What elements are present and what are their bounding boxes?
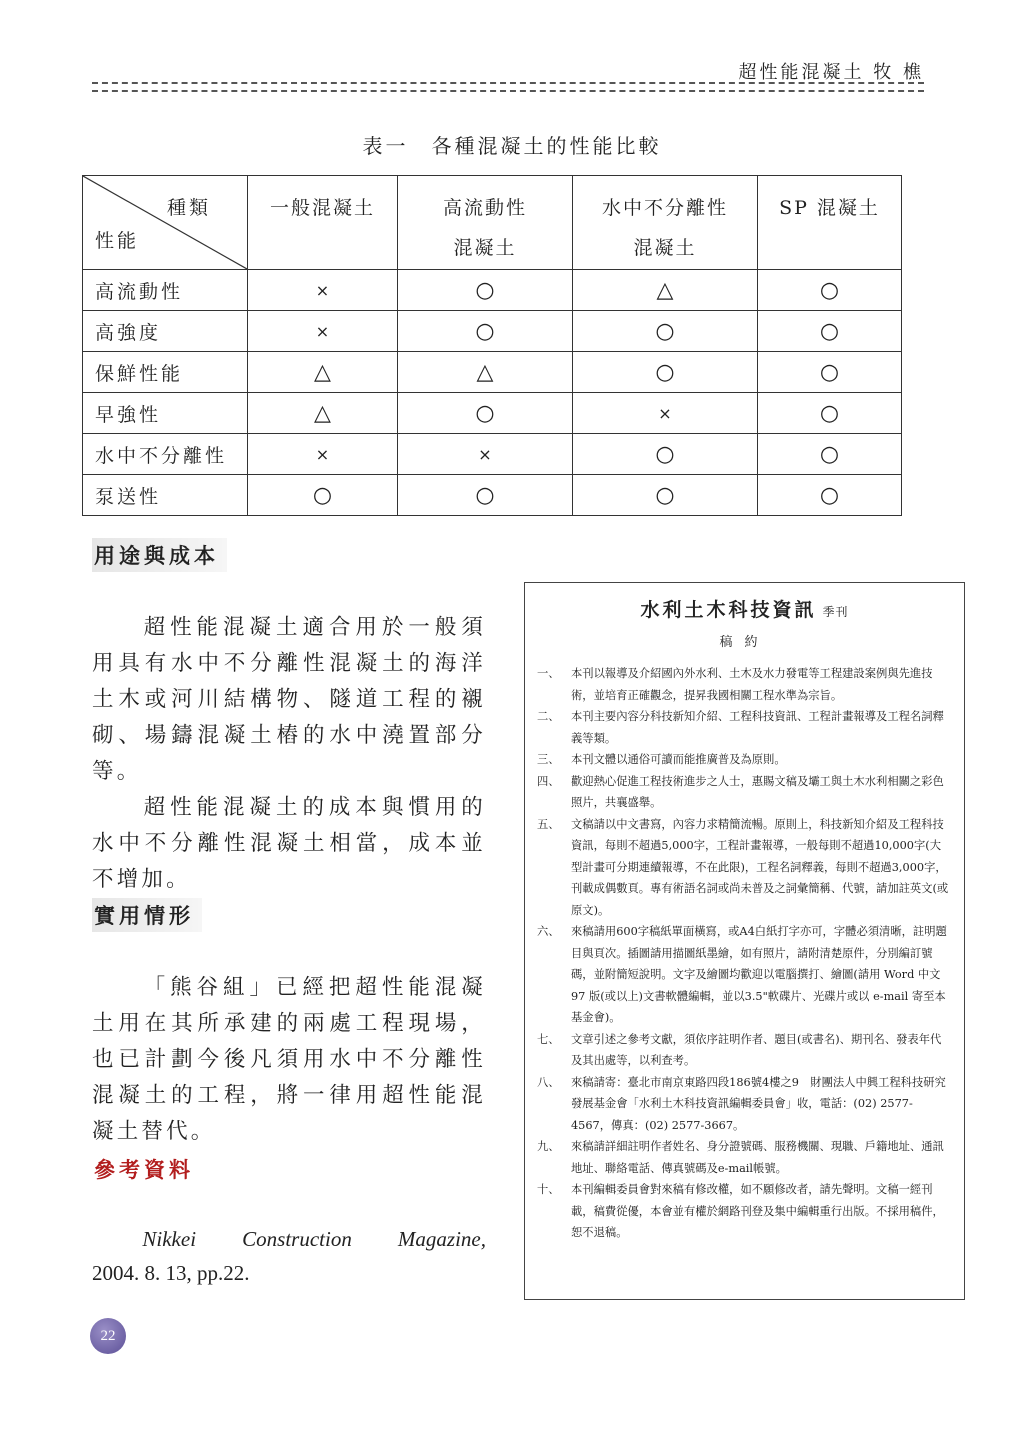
table-row [83, 434, 902, 475]
row-label: 高強度 [83, 311, 248, 352]
paragraph: 超性能混凝土適合用於一般須用具有水中不分離性混凝土的海洋土木或河川結構物、隧道工程的襯砌、場鑄混凝土樁的水中澆置部分等。 [92, 615, 486, 784]
circle-mark: ○ [475, 277, 495, 303]
cross-mark: × [315, 322, 330, 341]
row-label: 高流動性 [83, 270, 248, 311]
paragraph: 超性能混凝土的成本與慣用的水中不分離性混凝土相當，成本並不增加。 [92, 795, 486, 892]
guideline-text: 來稿請詳細註明作者姓名、身分證號碼、服務機關、現職、戶籍地址、通訊地址、聯絡電話、傳真號碼及e-mail帳號。 [571, 1140, 944, 1175]
guideline-number: 四、 [537, 774, 560, 788]
row-label: 水中不分離性 [83, 434, 248, 475]
table-row [83, 352, 902, 393]
circle-mark: ○ [655, 482, 675, 508]
rating-cell [573, 434, 758, 475]
guideline-text: 文稿請以中文書寫，內容力求精簡流暢。原則上，科技新知介紹及工程科技資訊，每則不超過5,000字，工程計畫報導，一般每則不超過10,000字(大型計畫可分期連續報導，不在此限)，工程名詞釋義，每則不超過3,000字，刊載成偶數頁。專有術語名詞或尚未普及之詞彙簡稱、代號，請加註英文(或原文)。 [571, 817, 949, 917]
rating-cell [573, 475, 758, 516]
guideline-number: 八、 [537, 1075, 560, 1089]
column-header: SP 混凝土 [758, 176, 902, 270]
circle-mark: ○ [819, 318, 840, 344]
guideline-item [537, 706, 950, 749]
guideline-text: 歡迎熱心促進工程技術進步之人士，惠賜文稿及壩工與土木水利相關之彩色照片，共襄盛舉。 [571, 774, 944, 809]
section-heading-references: 參考資料 [94, 1158, 194, 1182]
table-row [83, 311, 902, 352]
circle-mark: ○ [655, 441, 675, 467]
reference-source: Nikkei Construction Magazine, [142, 1227, 486, 1251]
rating-cell [758, 311, 902, 352]
circle-mark: ○ [655, 318, 675, 344]
practice-text [92, 970, 486, 1150]
section-heading-usage: 用途與成本 [92, 538, 227, 572]
triangle-mark: △ [476, 359, 494, 385]
row-label: 早強性 [83, 393, 248, 434]
rating-cell [248, 393, 398, 434]
rating-cell [573, 270, 758, 311]
running-header: 超性能混凝土 牧 樵 [738, 62, 924, 83]
rating-cell [573, 311, 758, 352]
box-title: 水利土木科技資訊 季刊 [640, 599, 849, 621]
header-divider [92, 82, 924, 92]
triangle-mark: △ [314, 359, 331, 385]
rating-cell [398, 475, 573, 516]
circle-mark: ○ [819, 400, 840, 426]
guideline-item [537, 921, 950, 1029]
circle-mark: ○ [312, 482, 333, 508]
guideline-number: 十、 [537, 1183, 560, 1196]
cross-mark: × [658, 404, 672, 423]
rating-cell [758, 434, 902, 475]
row-label: 保鮮性能 [83, 352, 248, 393]
circle-mark: ○ [819, 359, 840, 385]
guideline-text: 本刊文體以通俗可讀而能推廣普及為原則。 [571, 753, 786, 766]
circle-mark: ○ [475, 400, 495, 426]
cross-mark: × [315, 445, 330, 464]
guideline-item [537, 1029, 950, 1072]
guideline-number: 九、 [537, 1140, 560, 1153]
rating-cell [248, 475, 398, 516]
guideline-text: 本刊以報導及介紹國內外水利、土木及水力發電等工程建設案例與先進技術，並培育正確觀念，提昇我國相關工程水準為宗旨。 [571, 667, 933, 702]
guideline-item [537, 663, 950, 706]
guideline-number: 二、 [537, 710, 560, 723]
rating-cell [398, 311, 573, 352]
row-label: 泵送性 [83, 475, 248, 516]
guideline-text: 本刊主要內容分科技新知介紹、工程科技資訊、工程計畫報導及工程名詞釋義等類。 [571, 710, 944, 745]
rating-cell [573, 393, 758, 434]
cross-mark: × [315, 281, 330, 300]
guidelines-list [537, 663, 950, 1244]
rating-cell [248, 270, 398, 311]
guideline-item [537, 749, 950, 771]
guideline-item [537, 1179, 950, 1244]
rating-cell [758, 352, 902, 393]
rating-cell [758, 393, 902, 434]
circle-mark: ○ [819, 441, 840, 467]
guideline-item [537, 814, 950, 922]
rating-cell [398, 393, 573, 434]
rating-cell [248, 311, 398, 352]
cross-mark: × [478, 445, 492, 464]
rating-cell [248, 352, 398, 393]
triangle-mark: △ [656, 277, 674, 303]
guideline-text: 來稿請寄：臺北市南京東路四段186號4樓之9 財團法人中興工程科技研究發展基金會「水利土木科技資訊編輯委員會」收，電話：(02) 2577-4567，傳真：(02) 2577-3667。 [571, 1075, 946, 1132]
table-corner-cell [83, 176, 248, 270]
guideline-number: 六、 [537, 925, 560, 938]
guideline-number: 三、 [537, 753, 560, 766]
guideline-text: 來稿請用600字稿紙單面橫寫，或A4白紙打字亦可，字體必須清晰，註明題目與頁次。插圖請用描圖紙墨繪，如有照片，請附清楚原件，分別編訂號碼，並附簡短說明。文字及繪圖均歡迎以電腦撰打、繪圖(請用 Word 中文 97 版(或以上)文書軟體編輯，並以3.5"軟碟片、光碟片或以 e-mail 寄至本基金會)。 [571, 925, 947, 1024]
column-header: 一般混凝土 [248, 176, 398, 270]
guideline-text: 本刊編輯委員會對來稿有修改權，如不願修改者，請先聲明。文稿一經刊載，稿費從優，本會並有權於網路刊登及集中編輯重行出版。不採用稿件，恕不退稿。 [571, 1183, 944, 1239]
paragraph: 「熊谷組」已經把超性能混凝土用在其所承建的兩處工程現場，也已計劃今後凡須用水中不分離性混凝土的工程，將一律用超性能混凝土替代。 [92, 975, 486, 1144]
circle-mark: ○ [475, 482, 495, 508]
guideline-number: 一、 [537, 667, 560, 680]
corner-label-type: 種類 [166, 197, 211, 219]
table-row [83, 475, 902, 516]
submission-guidelines-box [524, 582, 965, 1300]
rating-cell [398, 270, 573, 311]
table-header-row [83, 176, 902, 270]
circle-mark: ○ [819, 482, 840, 508]
rating-cell [398, 352, 573, 393]
page-number-badge: 22 [90, 1318, 126, 1354]
guideline-text: 文章引述之參考文獻，須依序註明作者、題目(或書名)、期刊名、發表年代及其出處等，以利查考。 [571, 1032, 942, 1067]
circle-mark: ○ [655, 359, 675, 385]
section-heading-practice: 實用情形 [92, 898, 202, 932]
guideline-item [537, 1136, 950, 1179]
table-caption: 表一 各種混凝土的性能比較 [362, 134, 662, 158]
guideline-item [537, 1072, 950, 1137]
rating-cell [398, 434, 573, 475]
box-subtitle: 稿約 [719, 635, 770, 650]
reference-date: 2004. 8. 13, pp.22. [92, 1261, 250, 1285]
rating-cell [248, 434, 398, 475]
guideline-number: 七、 [537, 1032, 560, 1046]
table-row [83, 270, 902, 311]
comparison-table [82, 175, 902, 516]
rating-cell [758, 475, 902, 516]
rating-cell [758, 270, 902, 311]
usage-text [92, 610, 486, 898]
corner-label-property: 性能 [95, 230, 140, 252]
guideline-number: 五、 [537, 817, 560, 831]
column-header: 水中不分離性 混凝土 [573, 176, 758, 270]
circle-mark: ○ [475, 318, 495, 344]
reference-entry [92, 1222, 486, 1290]
rating-cell [573, 352, 758, 393]
guideline-item [537, 771, 950, 814]
triangle-mark: △ [314, 400, 331, 426]
circle-mark: ○ [819, 277, 840, 303]
column-header: 高流動性 混凝土 [398, 176, 573, 270]
table-row [83, 393, 902, 434]
